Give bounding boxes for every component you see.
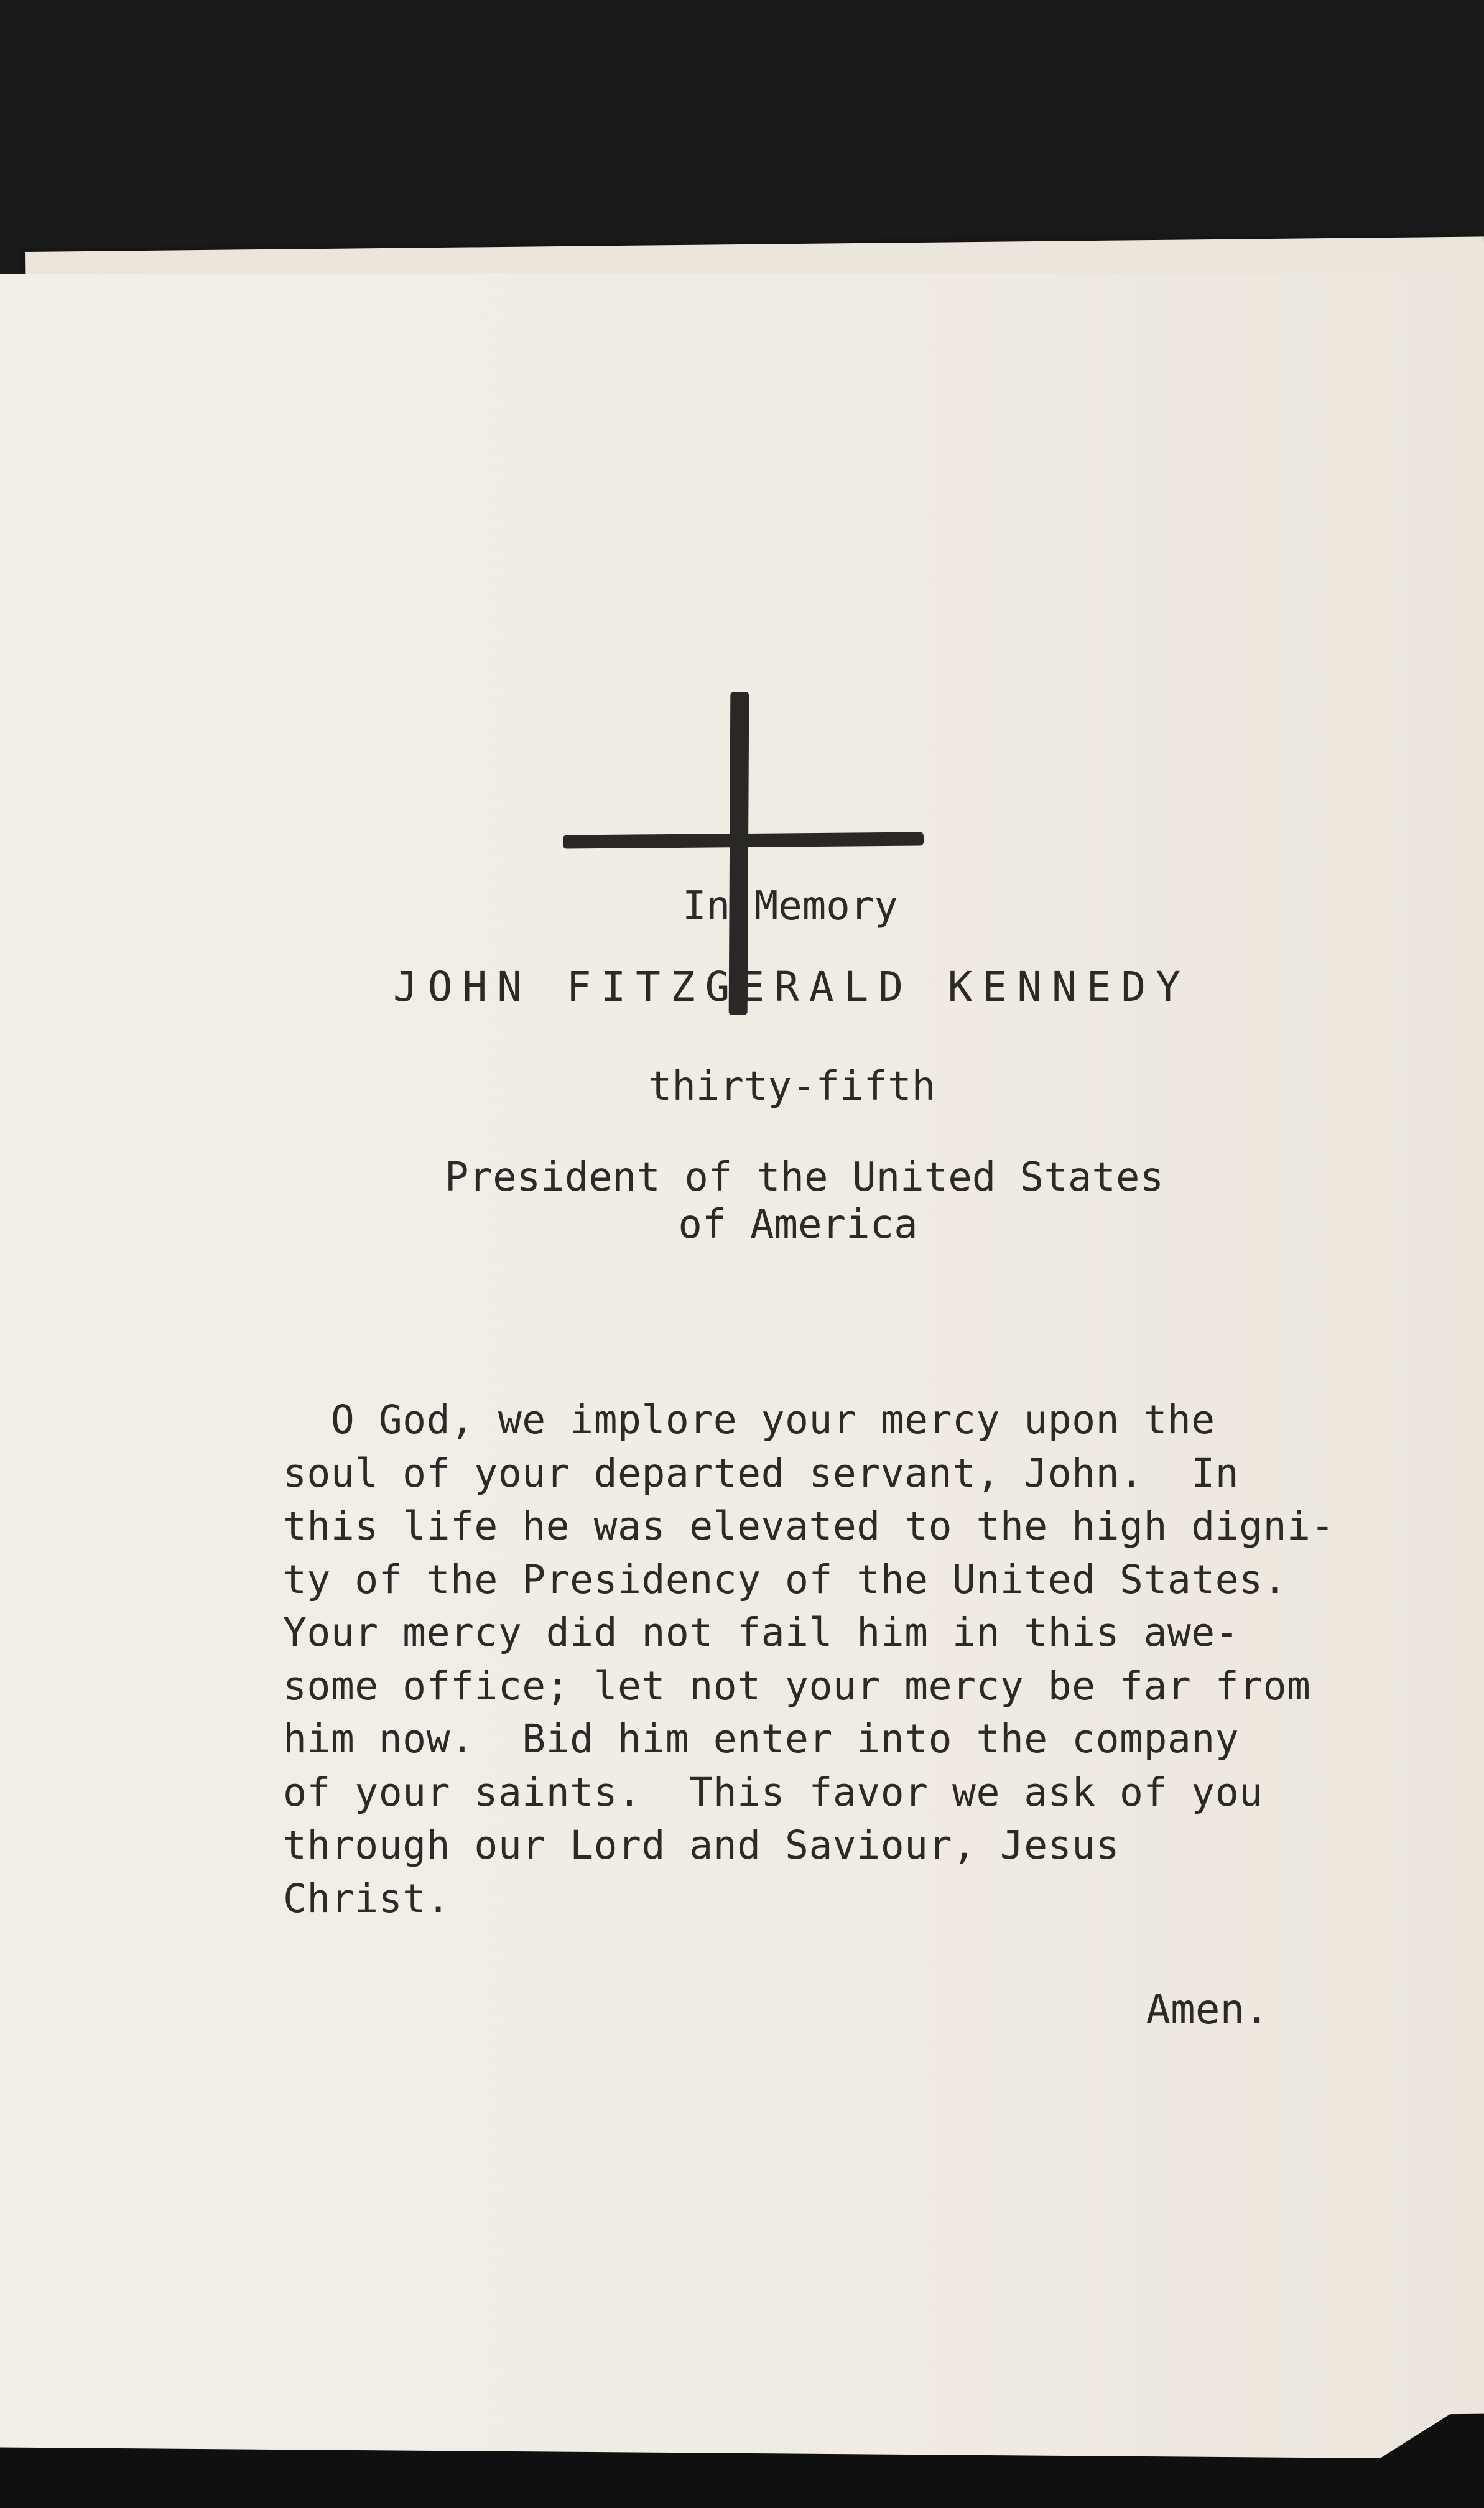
prayer-line: ty of the Presidency of the United States. [283,1556,1287,1602]
prayer-line: O God, we implore your mercy upon the [283,1397,1215,1442]
cross-horizontal-bar [563,832,924,848]
memory-heading: In Memory [682,883,898,929]
prayer-line: Christ. [283,1875,451,1921]
prayer-paragraph [283,1393,1335,1925]
prayer-line: Your mercy did not fail him in this awe- [283,1610,1240,1655]
office-title-line-1: President of the United States [445,1154,1164,1201]
closing-amen: Amen. [1146,1986,1269,2033]
memorial-card-page [0,274,1484,2458]
prayer-line: soul of your departed servant, John. In [283,1450,1240,1496]
ordinal-text: thirty-fifth [647,1064,936,1110]
prayer-line: this life he was elevated to the high digni- [283,1503,1335,1549]
prayer-line: him now. Bid him enter into the company [283,1716,1240,1762]
prayer-line: through our Lord and Saviour, Jesus [283,1823,1120,1868]
office-title-line-2: of America [678,1202,918,1248]
prayer-line: some office; let not your mercy be far from [283,1663,1311,1709]
honoree-name: JOHN FITZGERALD KENNEDY [393,963,1190,1011]
prayer-line: of your saints. This favor we ask of you [283,1769,1263,1815]
